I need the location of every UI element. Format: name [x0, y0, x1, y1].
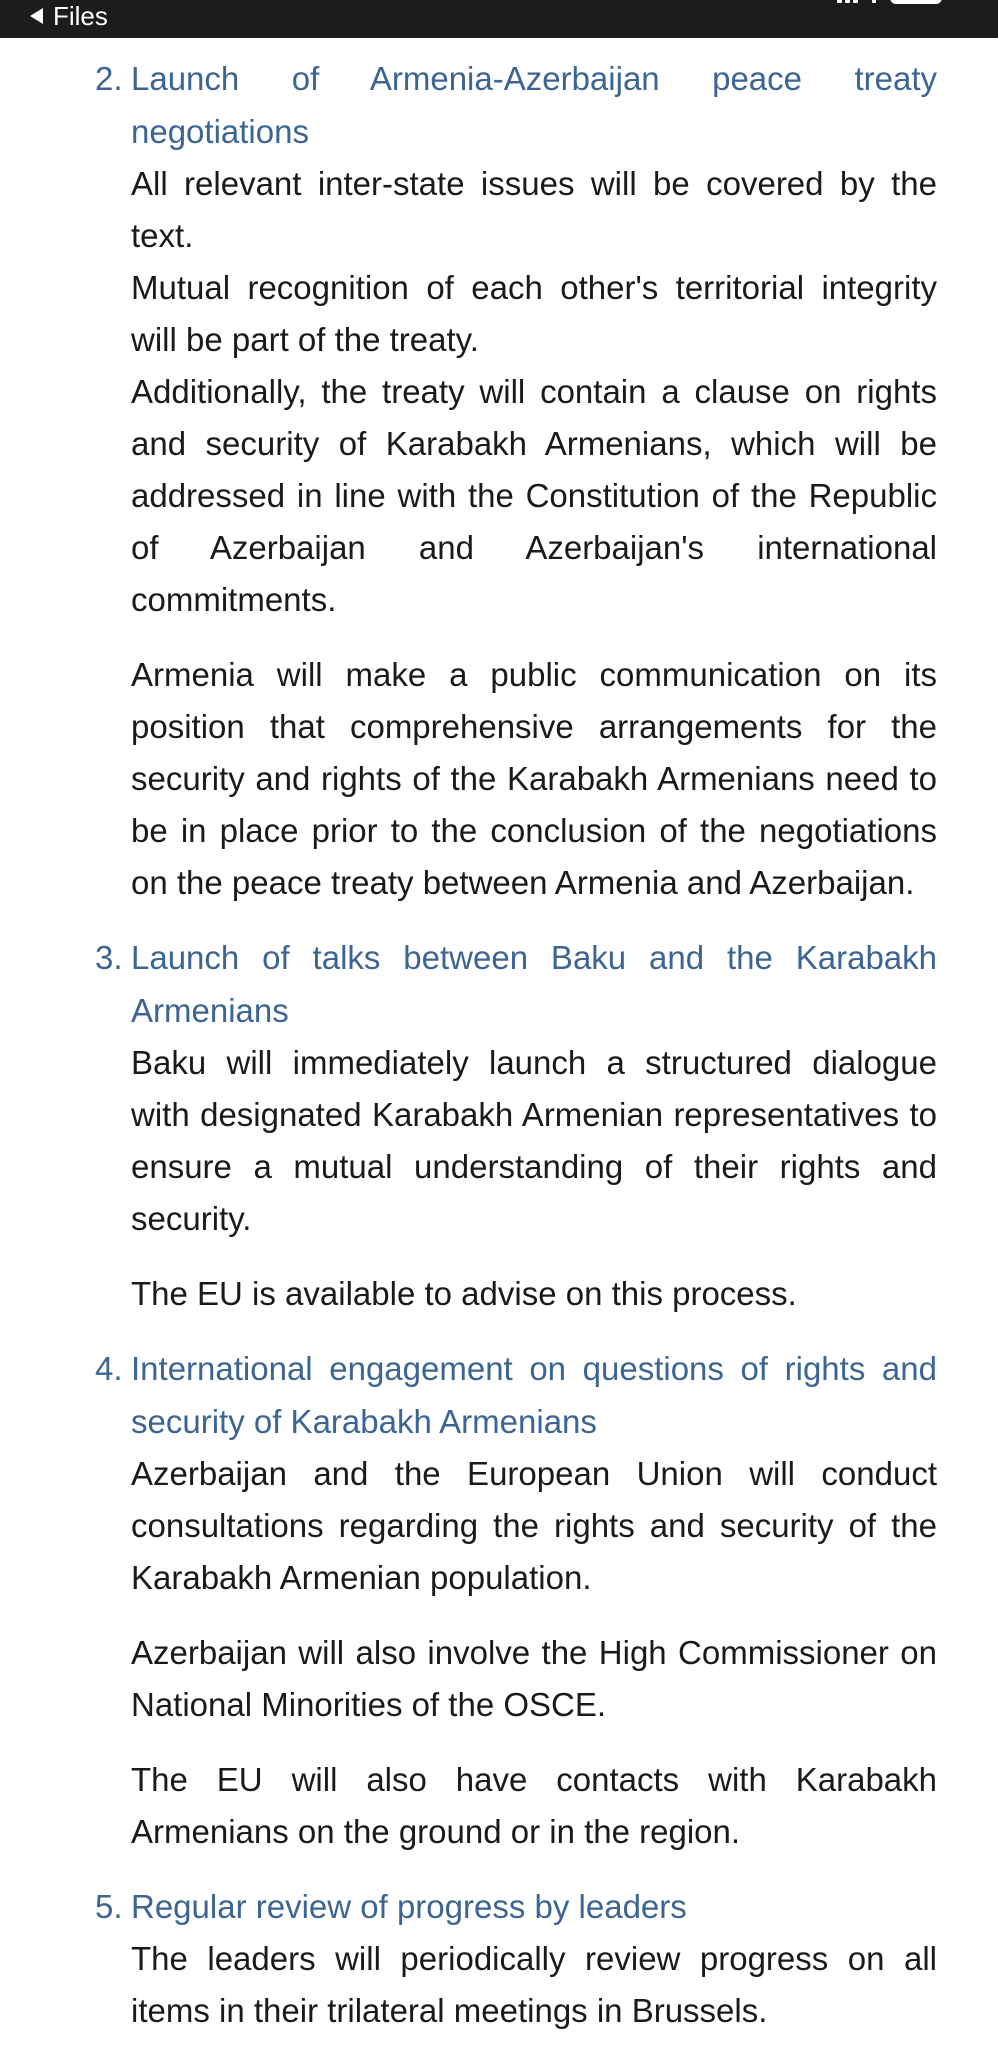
- paragraph: Baku will immediately launch a structured dialogue with designated Karabakh Armenian representatives to ensure a mutual understanding of their rights and security.: [131, 1044, 937, 1237]
- item-number: 2.: [95, 60, 123, 97]
- list-item-5: [0, 1880, 998, 2037]
- list-item-3: [0, 931, 998, 1320]
- list-item-2: [0, 38, 998, 909]
- section-heading: International engagement on questions of rights and security of Karabakh Armenians: [131, 1350, 937, 1440]
- paragraph: The EU will also have contacts with Karabakh Armenians on the ground or in the region.: [131, 1761, 937, 1850]
- paragraph: Azerbaijan and the European Union will conduct consultations regarding the rights and security of the Karabakh Armenian population.: [131, 1455, 937, 1596]
- back-to-files-button[interactable]: [30, 1, 108, 31]
- item-number: 5.: [95, 1888, 123, 1925]
- signal-icon: [837, 0, 858, 3]
- battery-icon: [890, 0, 942, 4]
- document-content: [0, 38, 998, 2037]
- paragraph: Armenia will make a public communication on its position that comprehensive arrangements for the security and rights of the Karabakh Armenians need to be in place prior to the conclusion of the negotiations on the peace treaty between Armenia and Azerbaijan.: [131, 656, 937, 901]
- paragraph: Additionally, the treaty will contain a clause on rights and security of Karabakh Armenians, which will be addressed in line with the Constitution of the Republic of Azerbaijan and Azerbaijan's international commitments.: [131, 373, 937, 618]
- item-number: 3.: [95, 939, 123, 976]
- status-indicators: [837, 0, 942, 4]
- status-bar: [0, 0, 998, 38]
- section-heading: Launch of talks between Baku and the Karabakh Armenians: [131, 939, 937, 1029]
- paragraph: Mutual recognition of each other's territorial integrity will be part of the treaty.: [131, 269, 937, 358]
- list-item-4: [0, 1342, 998, 1858]
- section-heading: Regular review of progress by leaders: [131, 1888, 687, 1925]
- item-number: 4.: [95, 1350, 123, 1387]
- paragraph: The EU is available to advise on this process.: [131, 1275, 797, 1312]
- paragraph: Azerbaijan will also involve the High Commissioner on National Minorities of the OSCE.: [131, 1634, 937, 1723]
- back-arrow-icon: [30, 8, 43, 24]
- paragraph: All relevant inter-state issues will be covered by the text.: [131, 165, 937, 254]
- paragraph: The leaders will periodically review progress on all items in their trilateral meetings in Brussels.: [131, 1940, 937, 2029]
- section-heading: Launch of Armenia-Azerbaijan peace treaty negotiations: [131, 60, 937, 150]
- back-label: Files: [53, 1, 108, 31]
- wifi-icon: [872, 0, 876, 3]
